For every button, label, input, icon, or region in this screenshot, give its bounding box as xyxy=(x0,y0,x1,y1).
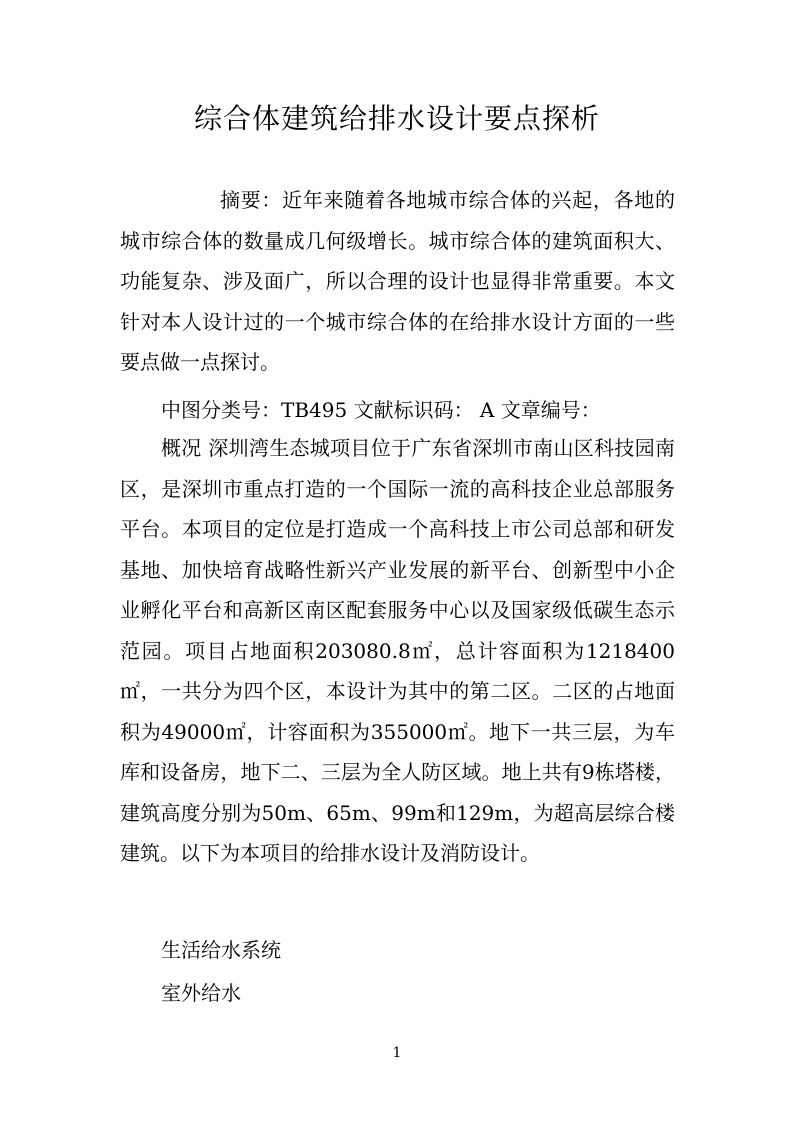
classification-line: 中图分类号：TB495 文献标识码： A 文章编号： xyxy=(161,398,601,422)
page-number: 1 xyxy=(392,1045,402,1061)
section-heading-outdoor-water-supply: 室外给水 xyxy=(161,981,241,1005)
abstract-paragraph: 摘要：近年来随着各地城市综合体的兴起，各地的城市综合体的数量成几何级增长。城市综合体的建筑面积大、功能复杂、涉及面广，所以合理的设计也显得非常重要。本文针对本人设计过的一个城市综合体的在给排水设计方面的一些要点做一点探讨。 xyxy=(120,188,675,374)
document-title: 综合体建筑给排水设计要点探析 xyxy=(193,102,600,135)
overview-paragraph: 概况 深圳湾生态城项目位于广东省深圳市南山区科技园南区，是深圳市重点打造的一个国际一流的高科技企业总部服务平台。本项目的定位是打造成一个高科技上市公司总部和研发基地、加快培育战略性新兴产业发展的新平台、创新型中小企业孵化平台和高新区南区配套服务中心以及国家级低碳生态示范园。项目占地面积203080.8㎡，总计容面积为1218400㎡，一共分为四个区，本设计为其中的第二区。二区的占地面积为49000㎡，计容面积为355000㎡。地下一共三层，为车库和设备房，地下二、三层为全人防区域。地上共有9栋塔楼，建筑高度分别为50m、65m、99m和129m，为超高层综合楼建筑。以下为本项目的给排水设计及消防设计。 xyxy=(120,436,675,865)
section-heading-water-supply: 生活给水系统 xyxy=(161,938,281,962)
